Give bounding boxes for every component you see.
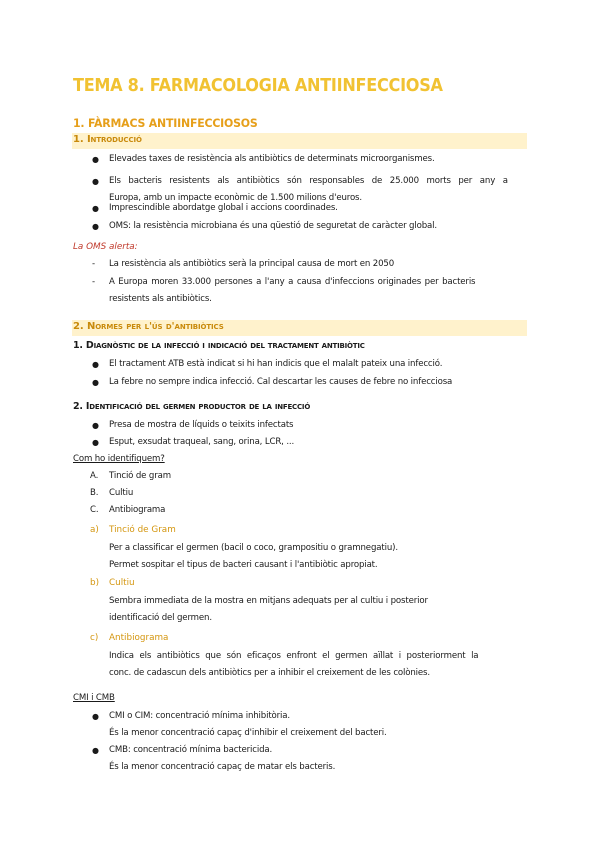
- section-band-introduccio: [72, 133, 527, 149]
- list-item: Esput, exsudat traqueal, sang, orina, LCR, ...: [109, 437, 295, 447]
- list-marker: B.: [90, 488, 99, 498]
- section-band-normes: [72, 320, 527, 336]
- definition-desc: És la menor concentració capaç d'inhibir el creixement del bacteri.: [109, 728, 387, 738]
- bullet-icon: ●: [92, 746, 99, 755]
- method-item: Antibiograma: [109, 505, 166, 515]
- list-marker: C.: [90, 505, 99, 515]
- list-item: El tractament ATB està indicat si hi han indicis que el malalt pateix una infecció.: [109, 359, 443, 369]
- list-item: La resistència als antibiòtics serà la principal causa de mort en 2050: [109, 259, 395, 269]
- list-item: Els bacteris resistents als antibiòtics són responsables de 25.000 morts per any a: [109, 176, 508, 186]
- detail-heading-cultiu: Cultiu: [109, 578, 135, 588]
- list-marker: A.: [90, 471, 99, 481]
- detail-text: Per a classificar el germen (bacil o coco, grampositiu o gramnegatiu).: [109, 543, 398, 553]
- question-heading: Com ho identifiquem?: [73, 454, 165, 464]
- bullet-icon: ●: [92, 712, 99, 721]
- oms-alert-label: La OMS alerta:: [73, 242, 138, 252]
- list-item-continuation: resistents als antibiòtics.: [109, 294, 212, 304]
- dash-icon: -: [92, 277, 95, 287]
- definition-term: CMB: concentració mínima bactericida.: [109, 745, 273, 755]
- bullet-icon: ●: [92, 438, 99, 447]
- section-heading-normes: 2. Normes per l'ús d'antibiòtics: [73, 321, 224, 332]
- list-item-continuation: Europa, amb un impacte econòmic de 1.500 milions d'euros.: [109, 193, 362, 203]
- method-item: Cultiu: [109, 488, 134, 498]
- detail-text: Sembra immediata de la mostra en mitjans adequats per al cultiu i posterior: [109, 596, 428, 606]
- subsection-heading-introduccio: 1. Introducció: [73, 134, 142, 145]
- detail-text: Permet sospitar el tipus de bacteri causant i l'antibiòtic apropiat.: [109, 560, 378, 570]
- detail-marker: a): [90, 525, 99, 535]
- subsection-heading-identificacio: 2. Identificació del germen productor de la infecció: [73, 401, 311, 412]
- bullet-icon: ●: [92, 222, 99, 231]
- dash-icon: -: [92, 259, 95, 269]
- detail-text: Indica els antibiòtics que són eficaços enfront el germen aïllat i posteriorment la: [109, 651, 479, 661]
- detail-heading-tincio: Tinció de Gram: [109, 525, 176, 535]
- detail-heading-antibiograma: Antibiograma: [109, 633, 169, 643]
- definition-term: CMI o CIM: concentració mínima inhibitòria.: [109, 711, 290, 721]
- detail-marker: b): [90, 578, 100, 588]
- method-item: Tinció de gram: [109, 471, 171, 481]
- document-title: TEMA 8. FARMACOLOGIA ANTIINFECCIOSA: [73, 76, 443, 96]
- subsection-heading-diagnostic: 1. Diagnòstic de la infecció i indicació del tractament antibiòtic: [73, 340, 365, 351]
- bullet-icon: ●: [92, 177, 99, 186]
- definition-desc: És la menor concentració capaç de matar els bacteris.: [109, 762, 336, 772]
- list-item: La febre no sempre indica infecció. Cal descartar les causes de febre no infecciosa: [109, 377, 453, 387]
- list-item: Presa de mostra de líquids o teixits infectats: [109, 420, 294, 430]
- list-item: OMS: la resistència microbiana és una qüestió de seguretat de caràcter global.: [109, 221, 437, 231]
- list-item: Imprescindible abordatge global i accions coordinades.: [109, 203, 338, 213]
- bullet-icon: ●: [92, 204, 99, 213]
- bullet-icon: ●: [92, 421, 99, 430]
- cmi-cmb-heading: CMI i CMB: [73, 693, 115, 703]
- list-item: A Europa moren 33.000 persones a l'any a causa d'infeccions originades per bacteris: [109, 277, 476, 287]
- detail-marker: c): [90, 633, 99, 643]
- list-item: Elevades taxes de resistència als antibiòtics de determinats microorganismes.: [109, 154, 435, 164]
- bullet-icon: ●: [92, 360, 99, 369]
- section-heading-farmacs: 1. FÀRMACS ANTIINFECCIOSOS: [73, 116, 258, 130]
- detail-text: conc. de cadascun dels antibiòtics per a inhibir el creixement de les colònies.: [109, 668, 430, 678]
- bullet-icon: ●: [92, 155, 99, 164]
- detail-text: identificació del germen.: [109, 613, 212, 623]
- bullet-icon: ●: [92, 378, 99, 387]
